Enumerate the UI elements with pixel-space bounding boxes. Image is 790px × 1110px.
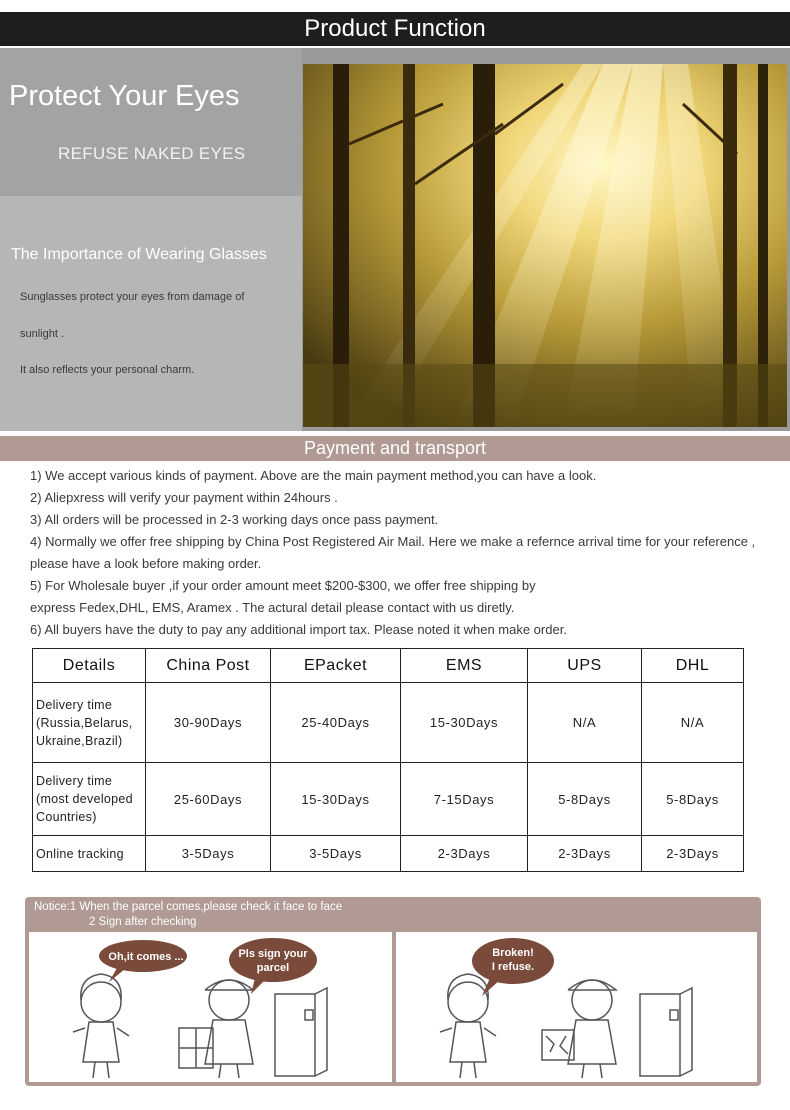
- row-label-line: (most developed: [36, 792, 133, 806]
- product-function-header: Product Function: [0, 12, 790, 46]
- payment-line: 2) Aliepxress will verify your payment within 24hours .: [30, 490, 338, 505]
- row-label-line: Delivery time: [36, 697, 113, 712]
- row-label-line: Countries): [36, 810, 97, 824]
- hero-text-line: It also reflects your personal charm.: [20, 364, 195, 376]
- payment-line: 4) Normally we offer free shipping by China Post Registered Air Mail. Here we make a refernce arrival time for your reference ,: [30, 534, 756, 549]
- row-label: [33, 683, 146, 763]
- speech-bubble-oh-it-comes: Oh,it comes ...: [108, 951, 184, 963]
- importance-heading: The Importance of Wearing Glasses: [11, 246, 267, 263]
- hero-text-panel: [0, 196, 302, 431]
- row-label: [33, 763, 146, 836]
- bubble-line: Pls sign your: [238, 948, 308, 960]
- table-header: DHL: [642, 649, 744, 683]
- payment-line: 3) All orders will be processed in 2-3 working days once pass payment.: [30, 512, 439, 527]
- speech-bubble-pls-sign: [228, 947, 318, 975]
- table-header: Details: [33, 649, 146, 683]
- payment-line: express Fedex,DHL, EMS, Aramex . The actural detail please contact with us diretly.: [30, 600, 515, 615]
- speech-bubble-broken: [468, 946, 558, 974]
- table-cell: 2-3Days: [401, 836, 528, 872]
- table-cell: 30-90Days: [146, 683, 271, 763]
- table-cell: 5-8Days: [642, 763, 744, 836]
- payment-line: please have a look before making order.: [30, 556, 262, 571]
- payment-transport-heading: Payment and transport: [0, 436, 790, 461]
- hero-title: Protect Your Eyes: [9, 80, 240, 112]
- row-label-line: (Russia,Belarus,: [36, 715, 133, 730]
- table-header: UPS: [528, 649, 642, 683]
- table-cell: 2-3Days: [642, 836, 744, 872]
- table-cell: 25-40Days: [271, 683, 401, 763]
- table-row: [33, 763, 744, 836]
- payment-line: 5) For Wholesale buyer ,if your order amount meet $200-$300, we offer free shipping by: [30, 578, 536, 593]
- table-header: EPacket: [271, 649, 401, 683]
- table-cell: 3-5Days: [146, 836, 271, 872]
- table-row: [33, 683, 744, 763]
- table-cell: N/A: [528, 683, 642, 763]
- table-cell: N/A: [642, 683, 744, 763]
- bubble-line: parcel: [256, 962, 290, 974]
- payment-line: 6) All buyers have the duty to pay any additional import tax. Please noted it when make order.: [30, 622, 567, 637]
- table-cell: 3-5Days: [271, 836, 401, 872]
- payment-line: 1) We accept various kinds of payment. Above are the main payment method,you can have a look.: [30, 468, 597, 483]
- bubble-line: Broken!: [492, 947, 534, 959]
- shipping-table: [32, 648, 744, 872]
- row-label: [33, 836, 146, 872]
- table-row: [33, 836, 744, 872]
- table-cell: 15-30Days: [271, 763, 401, 836]
- hero-title-panel: [0, 48, 302, 196]
- notice-line-1: Notice:1 When the parcel comes,please check it face to face: [34, 901, 343, 913]
- table-cell: 7-15Days: [401, 763, 528, 836]
- row-label-line: Ukraine,Brazil): [36, 733, 123, 748]
- notice-line-2: 2 Sign after checking: [89, 916, 197, 928]
- illustration-accept-parcel: [29, 932, 392, 1082]
- table-cell: 2-3Days: [528, 836, 642, 872]
- forest-sunlight-image: [303, 64, 787, 427]
- hero-subtitle: REFUSE NAKED EYES: [58, 144, 246, 163]
- bubble-line: I refuse.: [491, 961, 535, 973]
- hero-text-line: Sunglasses protect your eyes from damage of: [20, 291, 245, 303]
- table-cell: 5-8Days: [528, 763, 642, 836]
- table-header: China Post: [146, 649, 271, 683]
- table-header-row: [33, 649, 744, 683]
- hero-text-line: sunlight .: [20, 328, 65, 340]
- row-label-line: Online tracking: [36, 846, 124, 861]
- table-cell: 15-30Days: [401, 683, 528, 763]
- table-cell: 25-60Days: [146, 763, 271, 836]
- illustration-refuse-parcel: [396, 932, 757, 1082]
- row-label-line: Delivery time: [36, 774, 113, 788]
- table-header: EMS: [401, 649, 528, 683]
